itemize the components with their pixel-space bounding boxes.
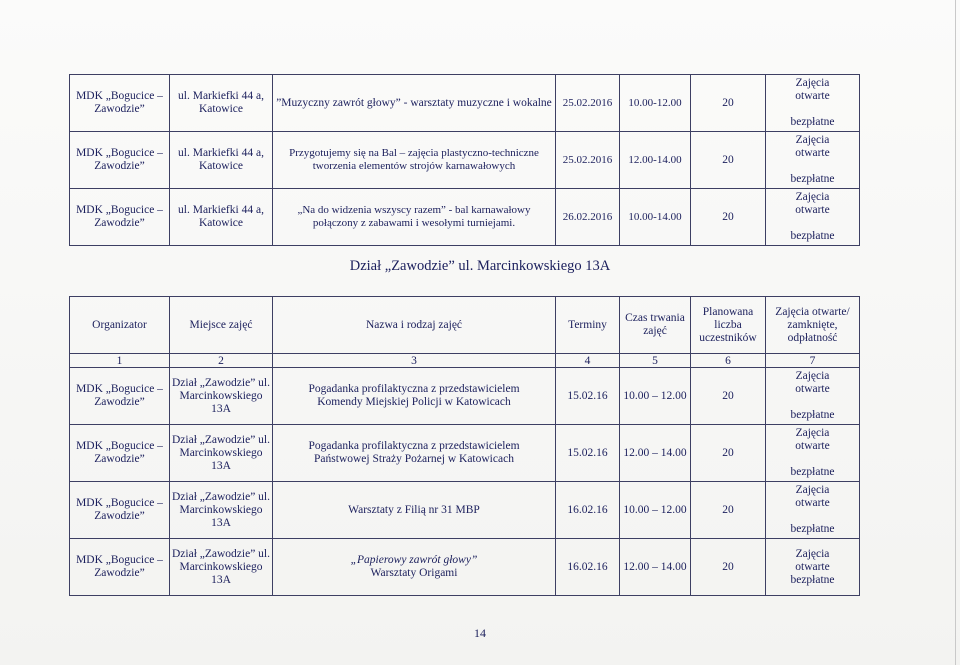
continued-schedule-table [69, 74, 860, 246]
page-number: 14 [474, 626, 486, 640]
time-cell: 12.00-14.00 [620, 132, 691, 189]
time-cell: 10.00-14.00 [620, 189, 691, 246]
table-row [70, 368, 860, 425]
organizer-cell: MDK „Bogucice – Zawodzie” [70, 425, 170, 482]
table-row [70, 425, 860, 482]
section-title: Dział „Zawodzie” ul. Marcinkowskiego 13A [349, 258, 611, 274]
column-number: 4 [556, 354, 620, 368]
header-place: Miejsce zajęć [170, 297, 273, 354]
participants-cell: 20 [691, 75, 766, 132]
date-cell: 25.02.2016 [556, 75, 620, 132]
activity-name-cell: Warsztaty z Filią nr 31 MBP [273, 482, 556, 539]
place-cell: ul. Markiefki 44 a, Katowice [170, 75, 273, 132]
header-duration: Czas trwania zajęć [620, 297, 691, 354]
status-cell: Zajęcia otwarte bezpłatne [766, 368, 860, 425]
time-cell: 10.00 – 12.00 [620, 368, 691, 425]
table-row [70, 482, 860, 539]
time-cell: 10.00-12.00 [620, 75, 691, 132]
page-edge [955, 0, 956, 665]
activity-name-cell: „Na do widzenia wszyscy razem” - bal karnawałowy połączony z zabawami i wesołymi turniejami. [273, 189, 556, 246]
date-cell: 15.02.16 [556, 368, 620, 425]
organizer-cell: MDK „Bogucice – Zawodzie” [70, 189, 170, 246]
activity-name-cell: Przygotujemy się na Bal – zajęcia plastyczno-techniczne tworzenia elementów strojów karnawałowych [273, 132, 556, 189]
time-cell: 10.00 – 12.00 [620, 482, 691, 539]
date-cell: 25.02.2016 [556, 132, 620, 189]
column-number-row [70, 354, 860, 368]
header-dates: Terminy [556, 297, 620, 354]
activity-name-cell: „Papierowy zawrót głowy” Warsztaty Origami [273, 539, 556, 596]
table-row [70, 132, 860, 189]
organizer-cell: MDK „Bogucice – Zawodzie” [70, 75, 170, 132]
participants-cell: 20 [691, 539, 766, 596]
date-cell: 26.02.2016 [556, 189, 620, 246]
header-organizer: Organizator [70, 297, 170, 354]
place-cell: Dział „Zawodzie” ul. Marcinkowskiego 13A [170, 482, 273, 539]
table-row [70, 75, 860, 132]
column-number: 7 [766, 354, 860, 368]
place-cell: Dział „Zawodzie” ul. Marcinkowskiego 13A [170, 539, 273, 596]
header-status: Zajęcia otwarte/ zamknięte, odpłatność [766, 297, 860, 354]
status-cell: Zajęcia otwarte bezpłatne [766, 132, 860, 189]
activity-name-cell: Pogadanka profilaktyczna z przedstawicielem Państwowej Straży Pożarnej w Katowicach [273, 425, 556, 482]
participants-cell: 20 [691, 368, 766, 425]
place-cell: ul. Markiefki 44 a, Katowice [170, 189, 273, 246]
time-cell: 12.00 – 14.00 [620, 539, 691, 596]
status-cell: Zajęcia otwarte bezpłatne [766, 189, 860, 246]
date-cell: 15.02.16 [556, 425, 620, 482]
participants-cell: 20 [691, 425, 766, 482]
status-cell: Zajęcia otwarte bezpłatne [766, 539, 860, 596]
column-number: 2 [170, 354, 273, 368]
participants-cell: 20 [691, 482, 766, 539]
header-name: Nazwa i rodzaj zajęć [273, 297, 556, 354]
table-row [70, 539, 860, 596]
participants-cell: 20 [691, 189, 766, 246]
column-number: 5 [620, 354, 691, 368]
schedule-table [69, 296, 860, 596]
table-row [70, 189, 860, 246]
organizer-cell: MDK „Bogucice – Zawodzie” [70, 368, 170, 425]
date-cell: 16.02.16 [556, 539, 620, 596]
column-number: 3 [273, 354, 556, 368]
place-cell: Dział „Zawodzie” ul. Marcinkowskiego 13A [170, 425, 273, 482]
time-cell: 12.00 – 14.00 [620, 425, 691, 482]
status-cell: Zajęcia otwarte bezpłatne [766, 75, 860, 132]
organizer-cell: MDK „Bogucice – Zawodzie” [70, 482, 170, 539]
organizer-cell: MDK „Bogucice – Zawodzie” [70, 539, 170, 596]
column-number: 1 [70, 354, 170, 368]
column-number: 6 [691, 354, 766, 368]
activity-name-cell: ”Muzyczny zawrót głowy” - warsztaty muzyczne i wokalne [273, 75, 556, 132]
place-cell: Dział „Zawodzie” ul. Marcinkowskiego 13A [170, 368, 273, 425]
activity-name-cell: Pogadanka profilaktyczna z przedstawicielem Komendy Miejskiej Policji w Katowicach [273, 368, 556, 425]
header-participants: Planowana liczba uczestników [691, 297, 766, 354]
status-cell: Zajęcia otwarte bezpłatne [766, 425, 860, 482]
status-cell: Zajęcia otwarte bezpłatne [766, 482, 860, 539]
place-cell: ul. Markiefki 44 a, Katowice [170, 132, 273, 189]
organizer-cell: MDK „Bogucice – Zawodzie” [70, 132, 170, 189]
participants-cell: 20 [691, 132, 766, 189]
date-cell: 16.02.16 [556, 482, 620, 539]
header-row [70, 297, 860, 354]
